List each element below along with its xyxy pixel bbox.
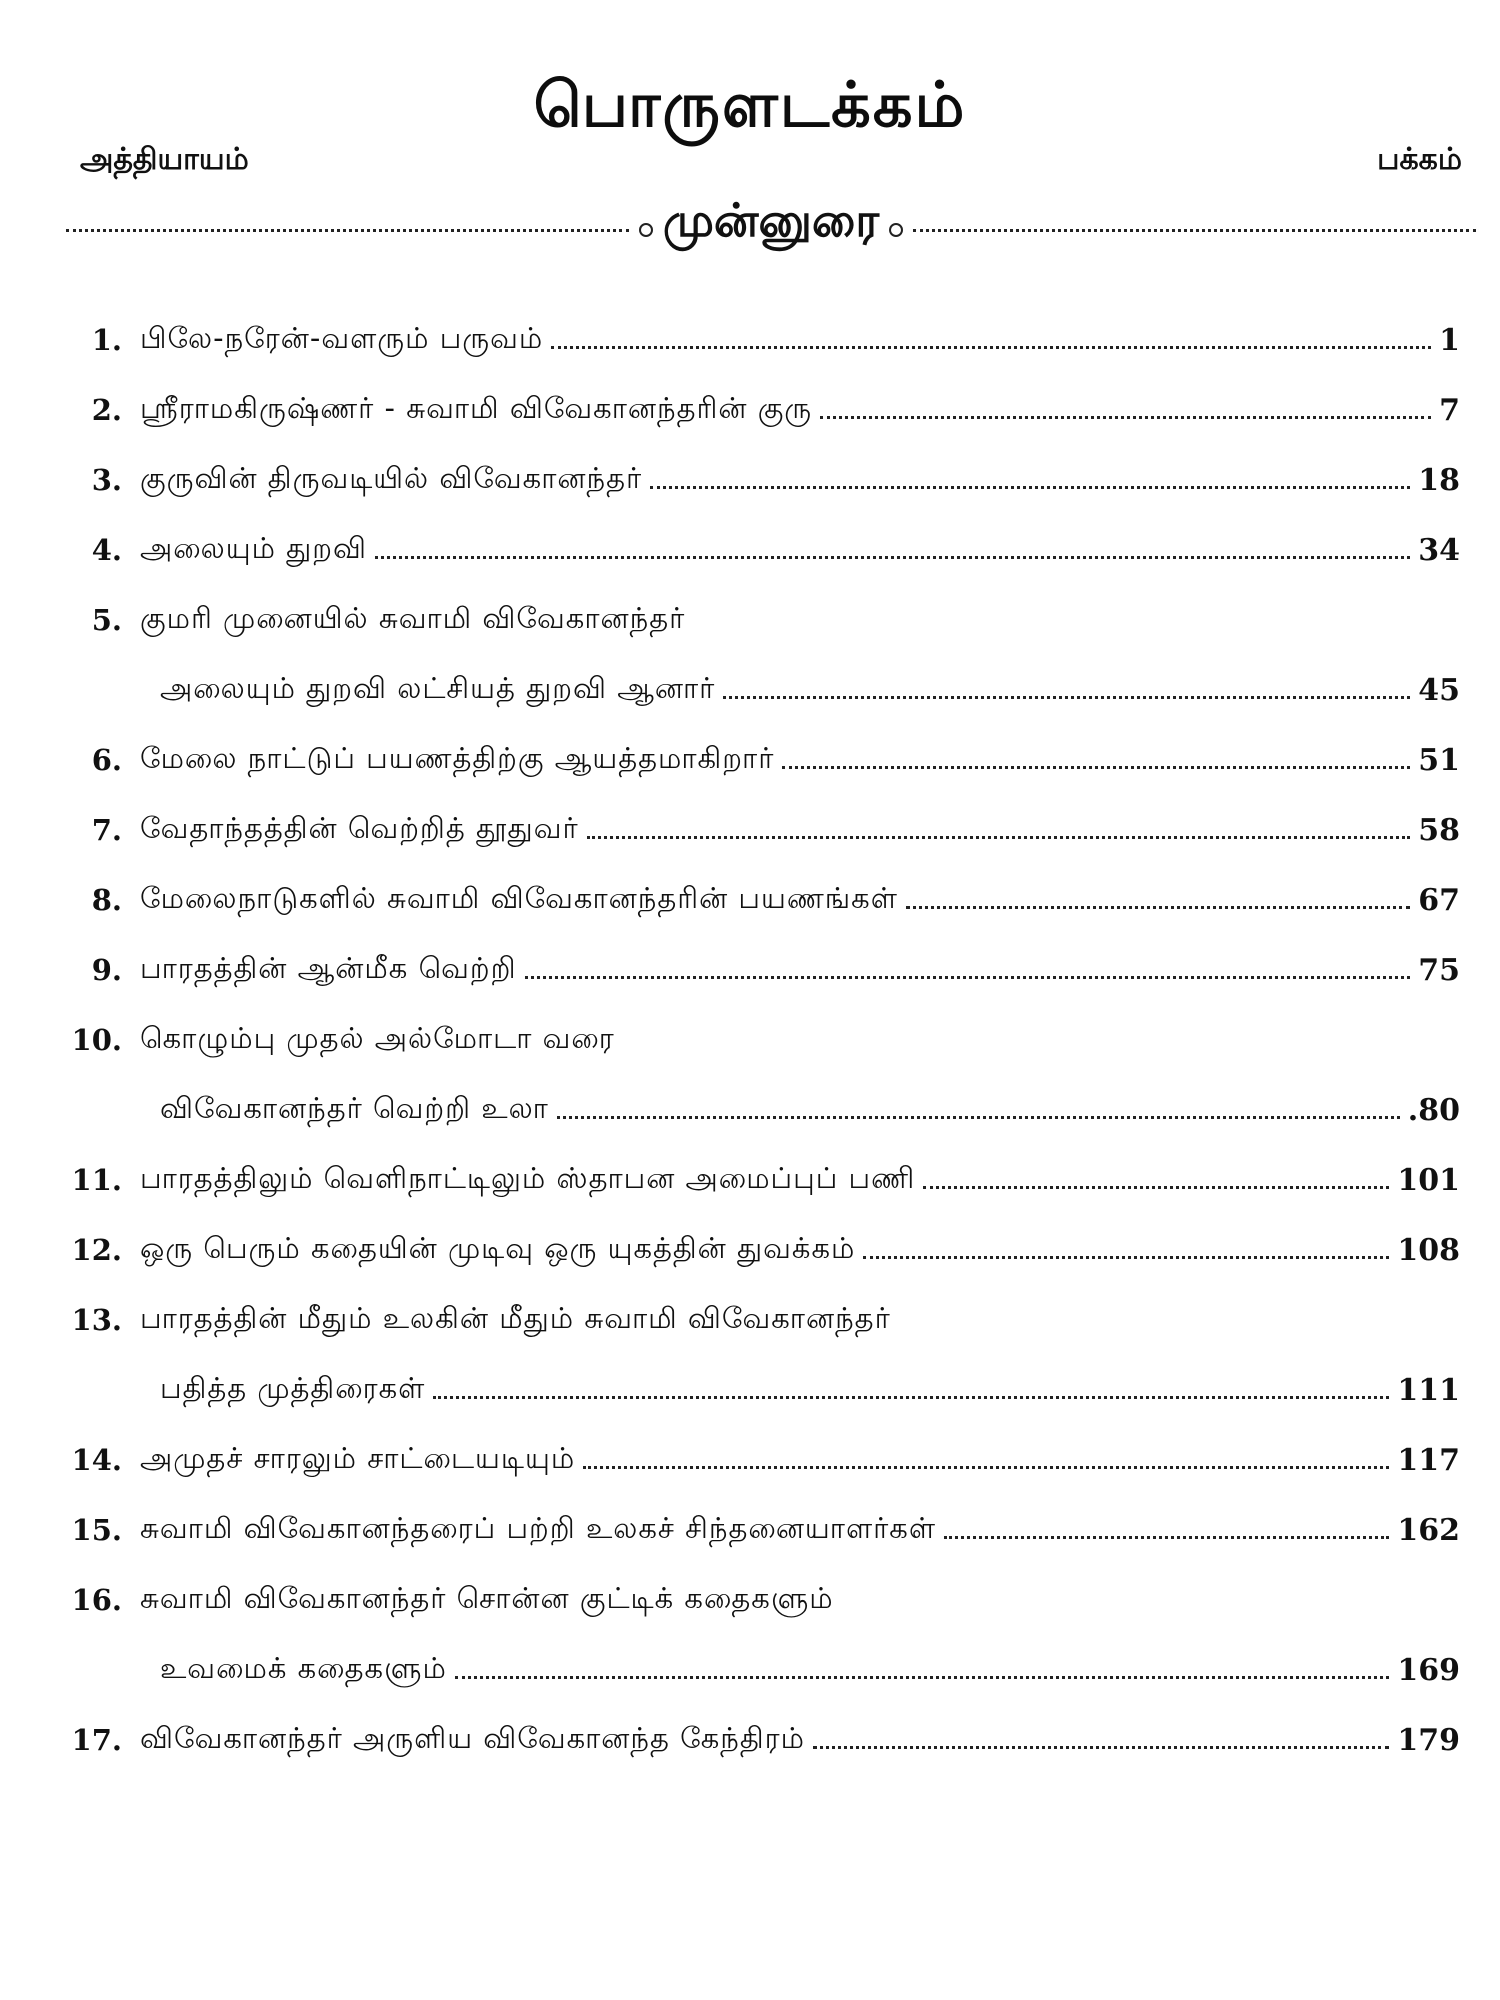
- chapter-title: விவேகானந்தர் அருளிய விவேகானந்த கேந்திரம்: [140, 1721, 805, 1755]
- toc-entry-line: [0, 940, 1500, 1000]
- dot-leader: [455, 1676, 1390, 1679]
- page-number: 34: [1418, 532, 1460, 568]
- chapter-number: 7.: [91, 813, 122, 847]
- page-number: 7: [1439, 392, 1460, 428]
- chapter-title: பாரதத்தின் ஆன்மீக வெற்றி: [140, 951, 517, 985]
- chapter-number: 11.: [71, 1163, 122, 1197]
- chapter-title: சுவாமி விவேகானந்தரைப் பற்றி உலகச் சிந்தனையாளர்கள்: [140, 1511, 936, 1545]
- dot-leader: [433, 1396, 1389, 1399]
- page-number: 101: [1397, 1162, 1460, 1198]
- chapter-number: 3.: [91, 463, 122, 497]
- chapter-number: 10.: [71, 1023, 122, 1057]
- chapter-title: பாரதத்தின் மீதும் உலகின் மீதும் சுவாமி விவேகானந்தர்: [140, 1301, 891, 1335]
- toc-entry-line: [0, 1290, 1500, 1350]
- chapter-title: குருவின் திருவடியில் விவேகானந்தர்: [140, 461, 643, 495]
- page-number: 111: [1397, 1372, 1460, 1408]
- dot-leader: [650, 486, 1410, 489]
- toc-entry-line: [0, 310, 1500, 370]
- page-number: 75: [1418, 952, 1460, 988]
- chapter-title: குமரி முனையில் சுவாமி விவேகானந்தர்: [140, 601, 686, 635]
- toc-entry-line: [0, 590, 1500, 650]
- chapter-title: சுவாமி விவேகானந்தர் சொன்ன குட்டிக் கதைகளும்: [140, 1581, 834, 1615]
- dot-leader: [782, 766, 1410, 769]
- chapter-title: பதித்த முத்திரைகள்: [160, 1371, 426, 1405]
- chapter-number: 4.: [91, 533, 122, 567]
- chapter-title: உவமைக் கதைகளும்: [160, 1651, 447, 1685]
- preface-dots-left: [66, 229, 629, 232]
- chapter-title: அலையும் துறவி லட்சியத் துறவி ஆனார்: [160, 671, 716, 705]
- chapter-number: 9.: [91, 953, 122, 987]
- chapter-title: விவேகானந்தர் வெற்றி உலா: [160, 1091, 549, 1125]
- dot-leader: [923, 1186, 1389, 1189]
- chapter-title: அமுதச் சாரலும் சாட்டையடியும்: [140, 1441, 576, 1475]
- chapter-number: 5.: [91, 603, 122, 637]
- toc-entry-line: [0, 800, 1500, 860]
- page-number: 45: [1418, 672, 1460, 708]
- chapter-number: 1.: [91, 323, 122, 357]
- toc-entry-line: [0, 1220, 1500, 1280]
- toc-entry-line: [0, 1360, 1500, 1420]
- toc-entry-line: [0, 450, 1500, 510]
- toc-entry-line: [0, 1570, 1500, 1630]
- dot-leader: [723, 696, 1410, 699]
- preface-label: முன்னுரை: [662, 193, 880, 247]
- dot-leader: [813, 1746, 1389, 1749]
- dot-leader: [820, 416, 1431, 419]
- dot-leader: [587, 836, 1411, 839]
- toc-entry-line: [0, 1010, 1500, 1070]
- toc-entry-line: [0, 1640, 1500, 1700]
- chapter-number: 8.: [91, 883, 122, 917]
- toc-entry-line: [0, 380, 1500, 440]
- toc-entry-line: [0, 520, 1500, 580]
- toc-entry-line: [0, 1080, 1500, 1140]
- toc-entry-line: [0, 660, 1500, 720]
- toc-entry-line: [0, 870, 1500, 930]
- chapter-number: 17.: [71, 1723, 122, 1757]
- page-number: 179: [1397, 1722, 1460, 1758]
- dot-leader: [583, 1466, 1389, 1469]
- dot-leader: [944, 1536, 1389, 1539]
- page-number: 162: [1397, 1512, 1460, 1548]
- page-column-label: பக்கம்: [1377, 142, 1462, 177]
- toc-entry-line: [0, 1500, 1500, 1560]
- chapter-title: ஸ்ரீராமகிருஷ்ணர் - சுவாமி விவேகானந்தரின் குரு: [140, 391, 813, 425]
- dot-leader: [551, 346, 1431, 349]
- chapter-number: 12.: [71, 1233, 122, 1267]
- dot-leader: [906, 906, 1410, 909]
- chapter-column-label: அத்தியாயம்: [80, 142, 249, 177]
- dot-leader: [557, 1116, 1400, 1119]
- chapter-number: 2.: [91, 393, 122, 427]
- page-number: 18: [1418, 462, 1460, 498]
- toc-entry-line: [0, 1150, 1500, 1210]
- page-number: 58: [1418, 812, 1460, 848]
- toc-entry-line: [0, 1710, 1500, 1770]
- page-number: 169: [1397, 1652, 1460, 1688]
- page-number: .80: [1407, 1092, 1460, 1128]
- chapter-title: மேலை நாட்டுப் பயணத்திற்கு ஆயத்தமாகிறார்: [140, 741, 775, 775]
- page-title: பொருளடக்கம்: [533, 68, 967, 141]
- chapter-number: 16.: [71, 1583, 122, 1617]
- chapter-number: 15.: [71, 1513, 122, 1547]
- chapter-title: மேலைநாடுகளில் சுவாமி விவேகானந்தரின் பயணங்கள்: [140, 881, 898, 915]
- page-number: 51: [1418, 742, 1460, 778]
- toc-entry-line: [0, 1430, 1500, 1490]
- chapter-number: 13.: [71, 1303, 122, 1337]
- preface-heading: [66, 193, 1476, 254]
- chapter-title: ஒரு பெரும் கதையின் முடிவு ஒரு யுகத்தின் துவக்கம்: [140, 1231, 856, 1265]
- chapter-number: 6.: [91, 743, 122, 777]
- dot-leader: [863, 1256, 1389, 1259]
- chapter-title: பிலே-நரேன்-வளரும் பருவம்: [140, 321, 544, 355]
- dot-leader: [375, 556, 1410, 559]
- preface-dots-right: [913, 229, 1476, 232]
- chapter-number: 14.: [71, 1443, 122, 1477]
- preface-ring-left: [639, 223, 653, 237]
- preface-ring-right: [889, 223, 903, 237]
- dot-leader: [525, 976, 1411, 979]
- page-number: 108: [1397, 1232, 1460, 1268]
- chapter-title: அலையும் துறவி: [140, 531, 368, 565]
- page-number: 117: [1397, 1442, 1460, 1478]
- toc-entry-line: [0, 730, 1500, 790]
- chapter-title: கொழும்பு முதல் அல்மோடா வரை: [140, 1021, 615, 1055]
- chapter-title: வேதாந்தத்தின் வெற்றித் தூதுவர்: [140, 811, 579, 845]
- page-number: 1: [1439, 322, 1460, 358]
- chapter-title: பாரதத்திலும் வெளிநாட்டிலும் ஸ்தாபன அமைப்புப் பணி: [140, 1161, 916, 1195]
- page-number: 67: [1418, 882, 1460, 918]
